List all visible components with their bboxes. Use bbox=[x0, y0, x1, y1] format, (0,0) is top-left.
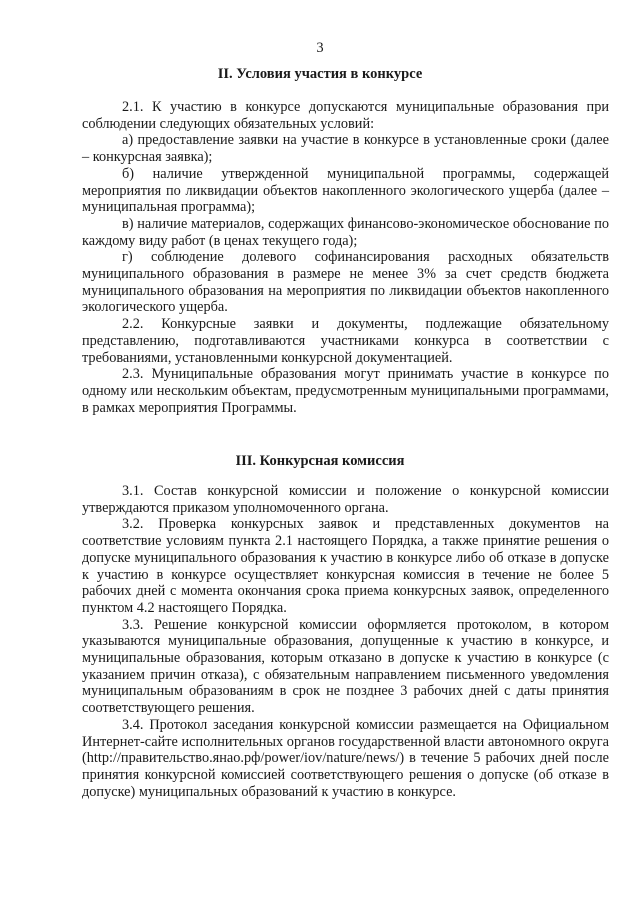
section-2-body bbox=[82, 99, 609, 416]
paragraph-3-1: 3.1. Состав конкурсной комиссии и положение о конкурсной комиссии утверждаются приказом уполномоченного органа. bbox=[82, 483, 609, 516]
paragraph-3-3: 3.3. Решение конкурсной комиссии оформляется протоколом, в котором указываются муниципальные образования, допущенные к участию в конкурсе, и муниципальные образования, которым отказано в допуске к участию в конкурсе (с указанием причин отказа), с обязательным направлением письменного уведомления муниципальным образованиям в срок не позднее 3 рабочих дней с даты принятия соответствующего решения. bbox=[82, 616, 609, 717]
section-2-title: II. Условия участия в конкурсе bbox=[217, 66, 423, 82]
paragraph-2-3: 2.3. Муниципальные образования могут принимать участие в конкурсе по одному или нескольким объектам, предусмотренным муниципальными программами, в рамках мероприятия Программы. bbox=[82, 366, 609, 416]
paragraph-2-1-v: в) наличие материалов, содержащих финансово-экономическое обоснование по каждому виду работ (в ценах текущего года); bbox=[82, 215, 609, 249]
section-3-title: III. Конкурсная комиссия bbox=[235, 453, 405, 469]
paragraph-2-1-a: а) предоставление заявки на участие в конкурсе в установленные сроки (далее – конкурсная заявка); bbox=[82, 132, 609, 166]
paragraph-2-1-g: г) соблюдение долевого софинансирования расходных обязательств муниципального образования в размере не менее 3% за счет средств бюджета муниципального образования на мероприятия по ликвидации объектов накопленного экологического ущерба. bbox=[82, 249, 609, 316]
paragraph-3-4: 3.4. Протокол заседания конкурсной комиссии размещается на Официальном Интернет-сайте исполнительных органов государственной власти автономного округа (http://правительство.янао.рф/power/iov/nature/news/) в течение 5 рабочих дней после принятия конкурсной комиссией соответствующего решения о допуске (об отказе в допуске) муниципальных образований к участию в конкурсе. bbox=[82, 716, 609, 800]
page-number: 3 bbox=[316, 40, 324, 56]
paragraph-2-1-b: б) наличие утвержденной муниципальной программы, содержащей мероприятия по ликвидации объектов накопленного экологического ущерба (далее – муниципальная программа); bbox=[82, 165, 609, 216]
paragraph-3-2: 3.2. Проверка конкурсных заявок и представленных документов на соответствие условиям пункта 2.1 настоящего Порядка, а также принятие решения о допуске муниципального образования к участию в конкурсе либо об отказе в допуске к участию в конкурсе осуществляет конкурсная комиссия в течение не более 5 рабочих дней с момента окончания срока приема конкурсных заявок, определенного пунктом 4.2 настоящего Порядка. bbox=[82, 516, 609, 616]
paragraph-2-2: 2.2. Конкурсные заявки и документы, подлежащие обязательному представлению, подготавливаются участниками конкурса в соответствии с требованиями, установленными конкурсной документацией. bbox=[82, 316, 609, 366]
paragraph-2-1: 2.1. К участию в конкурсе допускаются муниципальные образования при соблюдении следующих обязательных условий: bbox=[82, 99, 609, 132]
section-3-body bbox=[82, 483, 609, 800]
